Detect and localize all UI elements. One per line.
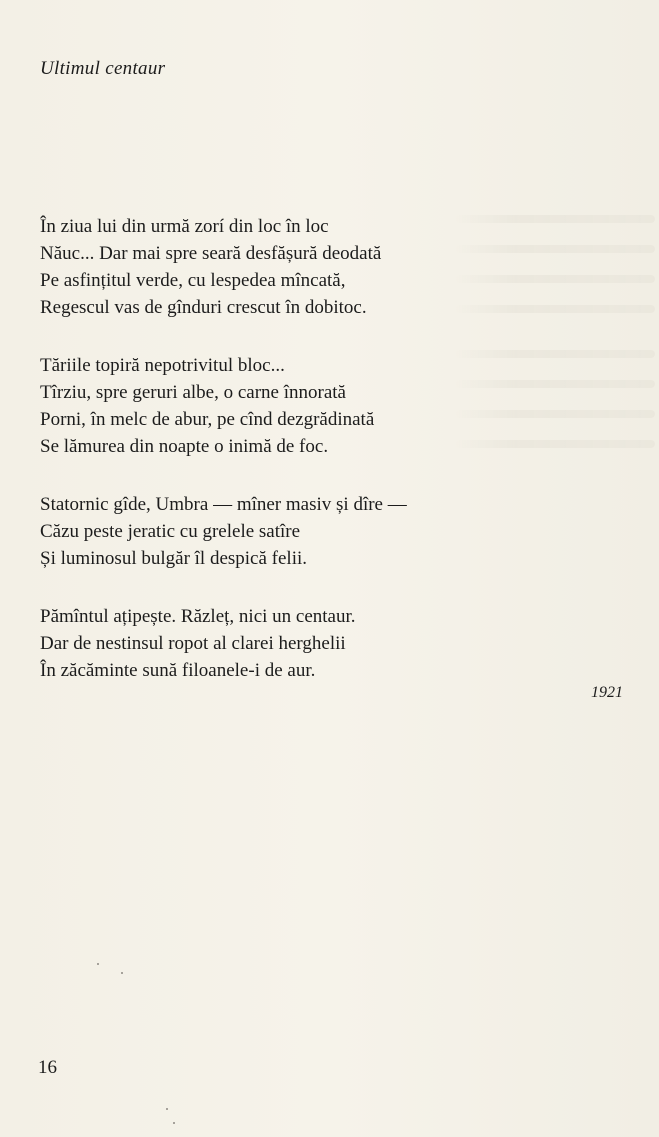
stanza xyxy=(40,491,630,572)
verse-line: Dar de nestinsul ropot al clarei herghelii xyxy=(40,633,346,654)
verse-line: În zăcăminte sună filoanele-i de aur. xyxy=(40,660,316,681)
paper-speck xyxy=(166,1108,168,1110)
verse-line: În ziua lui din urmă zorí din loc în loc xyxy=(40,216,329,237)
running-title: Ultimul centaur xyxy=(40,58,166,79)
verse-line: Pe asfințitul verde, cu lespedea mîncată, xyxy=(40,270,346,291)
verse-line: Regescul vas de gînduri crescut în dobitoc. xyxy=(40,297,367,318)
verse-line: Statornic gîde, Umbra — mîner masiv și dîre — xyxy=(40,494,407,515)
stanza xyxy=(40,352,630,460)
stanza xyxy=(40,213,630,321)
verse-line: Și luminosul bulgăr îl despică felii. xyxy=(40,548,308,569)
verse-line: Porni, în melc de abur, pe cînd dezgrădinată xyxy=(40,409,375,430)
paper-speck xyxy=(97,963,99,965)
stanza xyxy=(40,603,630,684)
poem-date: 1921 xyxy=(591,684,623,701)
verse-line: Năuc... Dar mai spre seară desfășură deodată xyxy=(40,243,382,264)
paper-speck xyxy=(121,972,123,974)
verse-line: Pămîntul ațipește. Răzleț, nici un centaur. xyxy=(40,606,356,627)
paper-speck xyxy=(173,1122,175,1124)
verse-line: Tăriile topiră nepotrivitul bloc... xyxy=(40,355,285,376)
verse-line: Tîrziu, spre geruri albe, o carne înnorată xyxy=(40,382,346,403)
verse-line: Căzu peste jeratic cu grelele satîre xyxy=(40,521,301,542)
poem-body xyxy=(40,213,630,715)
verse-line: Se lămurea din noapte o inimă de foc. xyxy=(40,436,329,457)
page-number: 16 xyxy=(38,1057,57,1078)
